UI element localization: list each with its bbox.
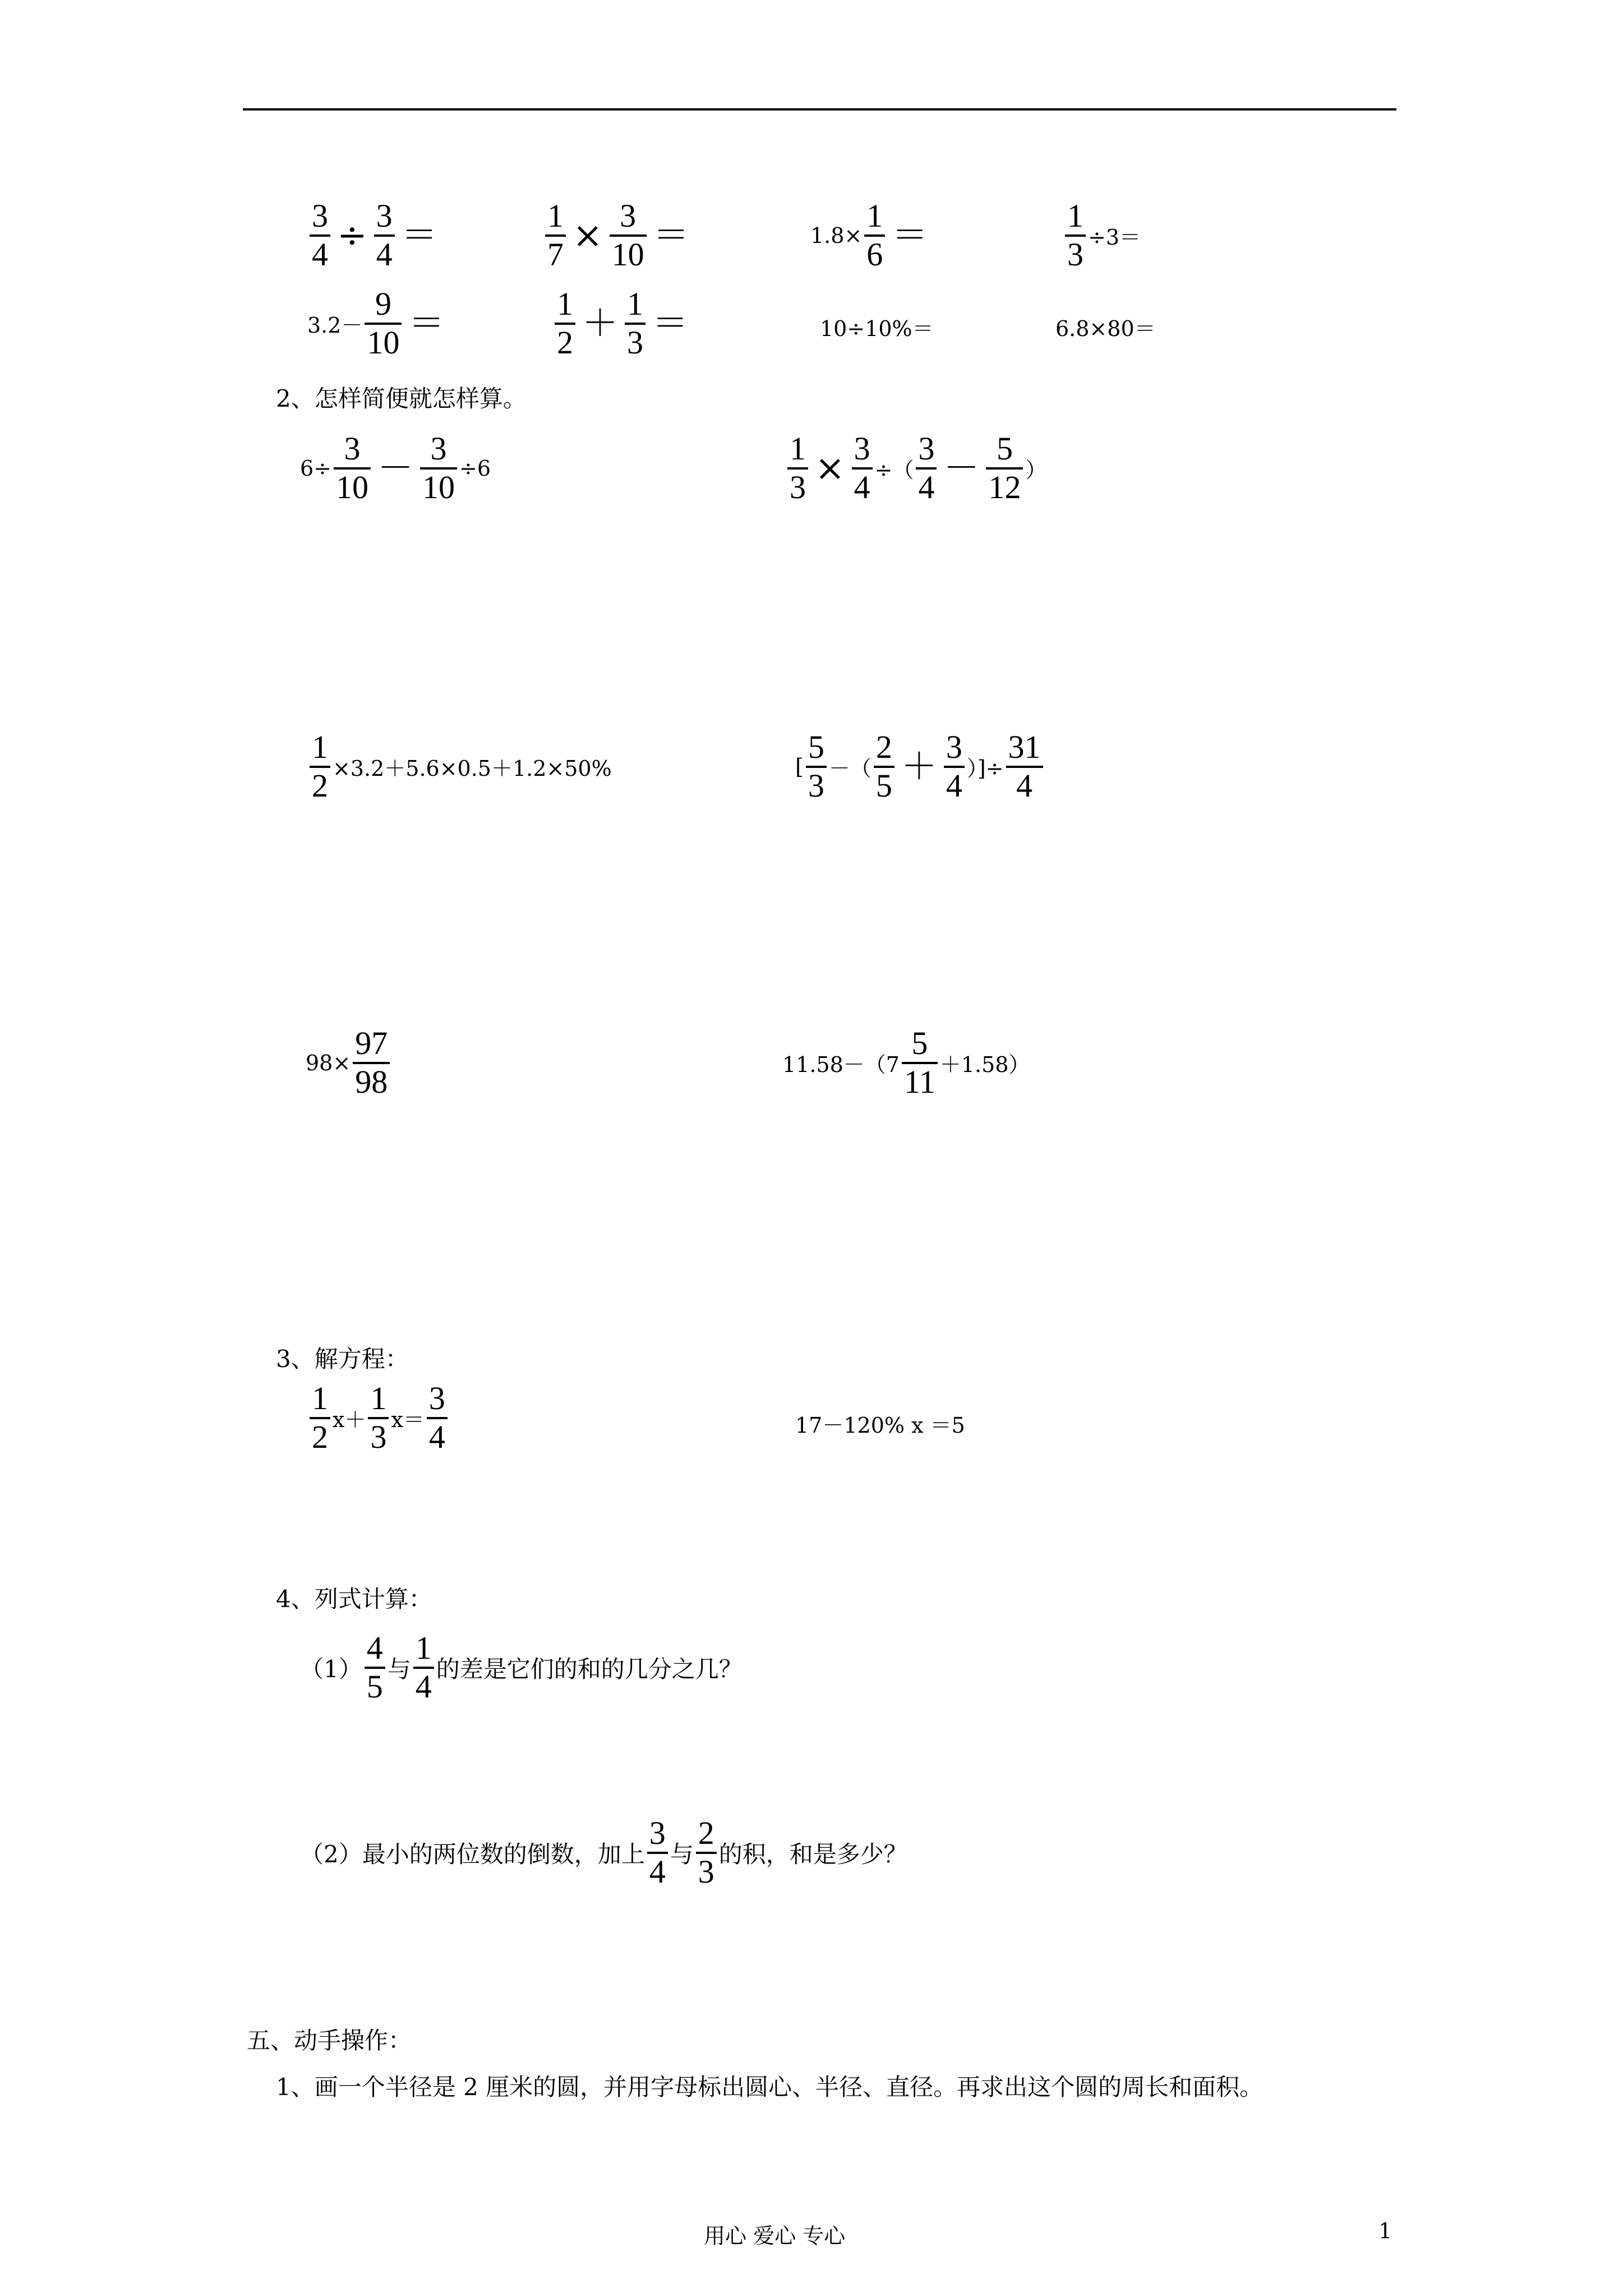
fraction: $\frac{5}{12}$ bbox=[986, 432, 1023, 505]
fraction: $\frac{97}{98}$ bbox=[353, 1027, 390, 1099]
calc-5: 3.2－ $\frac{9}{10}$ ＝ bbox=[307, 286, 445, 361]
word-problem-1: （1） $\frac{4}{5}$ 与 $\frac{1}{4}$ 的差是它们的和的几分之几？ bbox=[300, 1630, 743, 1705]
fraction: $\frac{31}{4}$ bbox=[1006, 730, 1043, 803]
header-rule bbox=[243, 108, 1396, 111]
fraction: $\frac{2}{5}$ bbox=[874, 730, 895, 803]
fraction: $\frac{3}{10}$ bbox=[610, 199, 647, 272]
fraction: $\frac{3}{4}$ bbox=[916, 432, 937, 505]
page-number: 1 bbox=[1378, 2219, 1393, 2243]
fraction: $\frac{1}{2}$ bbox=[310, 1382, 330, 1455]
fraction: $\frac{2}{3}$ bbox=[696, 1816, 717, 1889]
calc-6: $\frac{1}{2}$ ＋ $\frac{1}{3}$ ＝ bbox=[552, 287, 693, 360]
fraction: $\frac{3}{4}$ bbox=[427, 1382, 448, 1455]
fraction: $\frac{5}{3}$ bbox=[806, 730, 827, 803]
fraction: $\frac{3}{4}$ bbox=[944, 730, 965, 803]
section-4-title: 4、列式计算： bbox=[276, 1585, 432, 1613]
fraction: $\frac{5}{11}$ bbox=[902, 1027, 938, 1099]
fraction: $\frac{1}{6}$ bbox=[864, 199, 885, 272]
section-2-title: 2、怎样简便就怎样算。 bbox=[276, 385, 527, 412]
simplify-1: 6÷ $\frac{3}{10}$ － $\frac{3}{10}$ ÷6 bbox=[300, 430, 491, 505]
calc-8: 6.8×80＝ bbox=[1055, 316, 1156, 341]
fraction: $\frac{3}{4}$ bbox=[310, 199, 330, 272]
simplify-3: $\frac{1}{2}$ ×3.2＋5.6×0.5＋1.2×50% bbox=[307, 730, 612, 803]
simplify-4: [ $\frac{5}{3}$ －（ $\frac{2}{5}$ ＋ $\frac{3}{4}$ ）]÷ $\frac{31}{4}$ bbox=[795, 730, 1045, 803]
calc-3: 1.8× $\frac{1}{6}$ ＝ bbox=[810, 197, 928, 273]
calc-1: $\frac{3}{4}$ ÷ $\frac{3}{4}$ ＝ bbox=[307, 199, 442, 272]
simplify-6: 11.58－（7 $\frac{5}{11}$ ＋1.58） bbox=[782, 1025, 1030, 1100]
section-3-title: 3、解方程： bbox=[276, 1345, 409, 1373]
equation-2: 17－120% x ＝5 bbox=[795, 1413, 965, 1438]
section-5-title: 五、动手操作： bbox=[247, 2027, 412, 2054]
calc-4: $\frac{1}{3}$ ÷3＝ bbox=[1063, 199, 1141, 272]
fraction: $\frac{3}{10}$ bbox=[334, 432, 371, 505]
drawing-task: 1、画一个半径是 2 厘米的圆，并用字母标出圆心、半径、直径。再求出这个圆的周长和面积。 bbox=[276, 2073, 1264, 2101]
fraction: $\frac{1}{3}$ bbox=[1065, 199, 1086, 272]
fraction: $\frac{1}{3}$ bbox=[368, 1382, 389, 1455]
footer-motto: 用心 爱心 专心 bbox=[704, 2224, 846, 2248]
fraction: $\frac{3}{4}$ bbox=[647, 1816, 668, 1889]
fraction: $\frac{4}{5}$ bbox=[365, 1631, 385, 1704]
fraction: $\frac{1}{3}$ bbox=[787, 432, 808, 505]
fraction: $\frac{1}{2}$ bbox=[310, 730, 330, 803]
fraction: $\frac{3}{10}$ bbox=[420, 432, 457, 505]
fraction: $\frac{1}{3}$ bbox=[625, 287, 645, 360]
fraction: $\frac{1}{4}$ bbox=[413, 1631, 434, 1704]
word-problem-2: （2）最小的两位数的倒数，加上 $\frac{3}{4}$ 与 $\frac{2}{3}$ 的积，和是多少？ bbox=[300, 1815, 907, 1890]
simplify-2: $\frac{1}{3}$ × $\frac{3}{4}$ ÷（ $\frac{3}{4}$ － $\frac{5}{12}$ ） bbox=[785, 432, 1046, 505]
fraction: $\frac{3}{4}$ bbox=[374, 199, 395, 272]
equation-1: $\frac{1}{2}$ x＋ $\frac{1}{3}$ x＝ $\frac{3}{4}$ bbox=[307, 1382, 450, 1455]
fraction: $\frac{1}{2}$ bbox=[555, 287, 575, 360]
calc-2: $\frac{1}{7}$ × $\frac{3}{10}$ ＝ bbox=[543, 199, 694, 272]
calc-7: 10÷10%＝ bbox=[820, 316, 934, 341]
simplify-5: 98× $\frac{97}{98}$ bbox=[306, 1027, 392, 1099]
fraction: $\frac{9}{10}$ bbox=[365, 287, 402, 360]
fraction: $\frac{1}{7}$ bbox=[545, 199, 566, 272]
fraction: $\frac{3}{4}$ bbox=[852, 432, 873, 505]
